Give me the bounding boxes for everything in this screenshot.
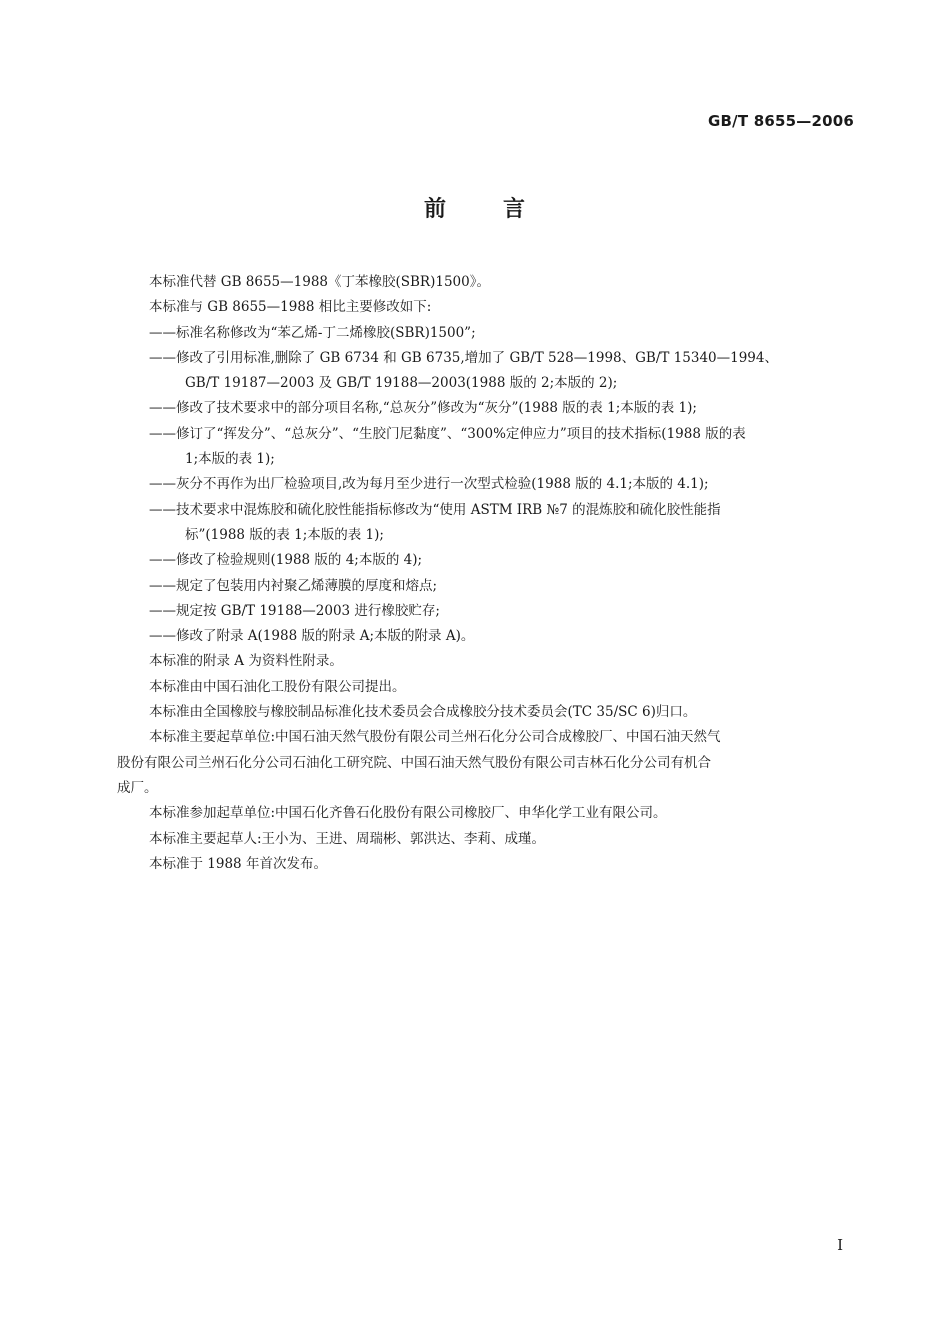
page-number: I bbox=[837, 1236, 843, 1254]
paragraph-participating-units: 本标准参加起草单位:中国石化齐鲁石化股份有限公司橡胶厂、申华化学工业有限公司。 bbox=[149, 805, 667, 822]
paragraph-changes-intro: 本标准与 GB 8655—1988 相比主要修改如下: bbox=[149, 299, 432, 316]
list-item: ——修改了附录 A(1988 版的附录 A;本版的附录 A)。 bbox=[149, 628, 475, 645]
list-item: ——修订了“挥发分”、“总灰分”、“生胶门尼黏度”、“300%定伸应力”项目的技术指标(1988 版的表 bbox=[149, 425, 746, 442]
paragraph-first-release: 本标准于 1988 年首次发布。 bbox=[149, 855, 327, 872]
list-item: ——技术要求中混炼胶和硫化胶性能指标修改为“使用 ASTM IRB №7 的混炼胶和硫化胶性能指 bbox=[149, 501, 721, 518]
list-item: ——修改了技术要求中的部分项目名称,“总灰分”修改为“灰分”(1988 版的表 1;本版的表 1); bbox=[149, 400, 697, 417]
list-item-continuation: 1;本版的表 1); bbox=[185, 451, 275, 468]
page-title bbox=[0, 192, 950, 223]
paragraph-appendix: 本标准的附录 A 为资料性附录。 bbox=[149, 653, 343, 670]
list-item: ——标准名称修改为“苯乙烯-丁二烯橡胶(SBR)1500”; bbox=[149, 324, 476, 341]
paragraph-committee: 本标准由全国橡胶与橡胶制品标准化技术委员会合成橡胶分技术委员会(TC 35/SC 6)归口。 bbox=[149, 704, 697, 721]
list-item: ——灰分不再作为出厂检验项目,改为每月至少进行一次型式检验(1988 版的 4.1;本版的 4.1); bbox=[149, 476, 709, 493]
list-item-continuation: 标”(1988 版的表 1;本版的表 1); bbox=[185, 526, 384, 543]
list-item: ——修改了引用标准,删除了 GB 6734 和 GB 6735,增加了 GB/T 528—1998、GB/T 15340—1994、 bbox=[149, 349, 778, 366]
standard-number: GB/T 8655—2006 bbox=[708, 112, 854, 130]
paragraph-drafting-units: 本标准主要起草单位:中国石油天然气股份有限公司兰州石化分公司合成橡胶厂、中国石油天然气 bbox=[149, 729, 721, 746]
paragraph-drafting-units-continuation: 股份有限公司兰州石化分公司石油化工研究院、中国石油天然气股份有限公司吉林石化分公司有机合 bbox=[117, 754, 711, 771]
list-item-continuation: GB/T 19187—2003 及 GB/T 19188—2003(1988 版的 2;本版的 2); bbox=[185, 375, 618, 392]
title-char-1: 前 bbox=[423, 197, 447, 222]
list-item: ——规定按 GB/T 19188—2003 进行橡胶贮存; bbox=[149, 602, 440, 619]
preface-body bbox=[117, 270, 837, 877]
paragraph-drafters: 本标准主要起草人:王小为、王进、周瑞彬、郭洪达、李莉、成瑾。 bbox=[149, 830, 546, 847]
title-char-2: 言 bbox=[503, 197, 527, 222]
list-item: ——规定了包装用内衬聚乙烯薄膜的厚度和熔点; bbox=[149, 577, 438, 594]
list-item: ——修改了检验规则(1988 版的 4;本版的 4); bbox=[149, 552, 423, 569]
paragraph-drafting-units-continuation: 成厂。 bbox=[117, 779, 158, 796]
paragraph-proposer: 本标准由中国石油化工股份有限公司提出。 bbox=[149, 678, 406, 695]
paragraph-replaces: 本标准代替 GB 8655—1988《丁苯橡胶(SBR)1500》。 bbox=[149, 274, 490, 290]
